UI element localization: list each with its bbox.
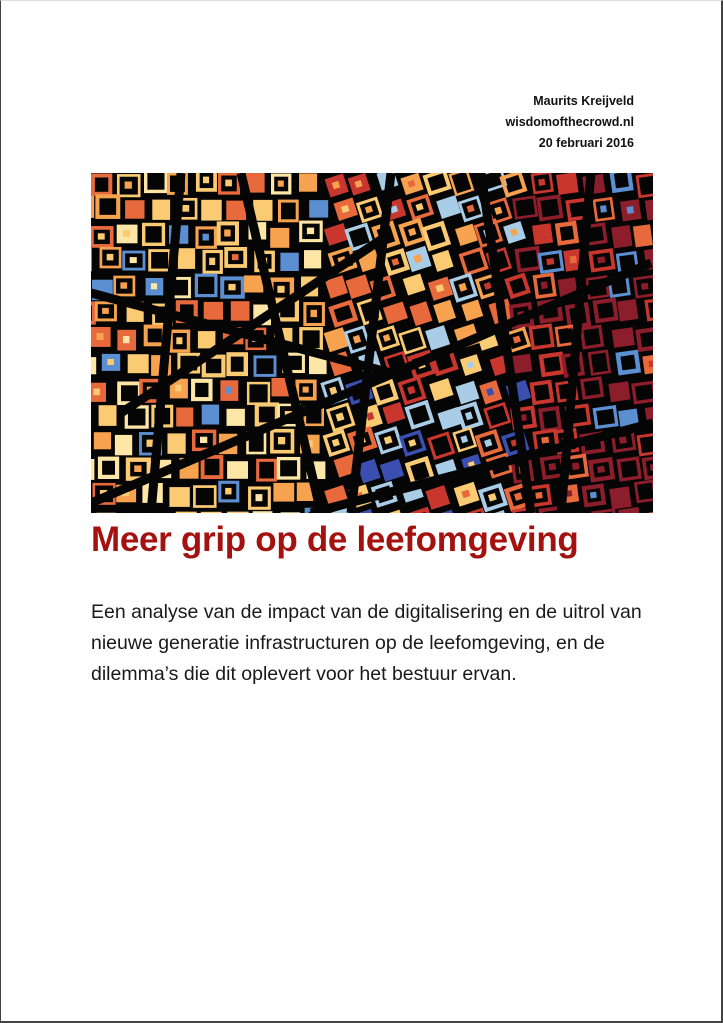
author-website: wisdomofthecrowd.nl: [505, 115, 634, 129]
cover-map-image: [91, 173, 653, 513]
document-subtitle: Een analyse van de impact van de digitalisering en de uitrol van nieuwe generatie infrastructuren op de leefomgeving, en de dilemma’s die dit oplevert voor het bestuur ervan.: [91, 601, 642, 685]
document-title: Meer grip op de leefomgeving: [91, 520, 579, 559]
city-map-illustration: [91, 173, 653, 513]
author-block: [506, 91, 634, 154]
publication-date: 20 februari 2016: [538, 136, 634, 150]
author-name: Maurits Kreijveld: [533, 94, 634, 108]
